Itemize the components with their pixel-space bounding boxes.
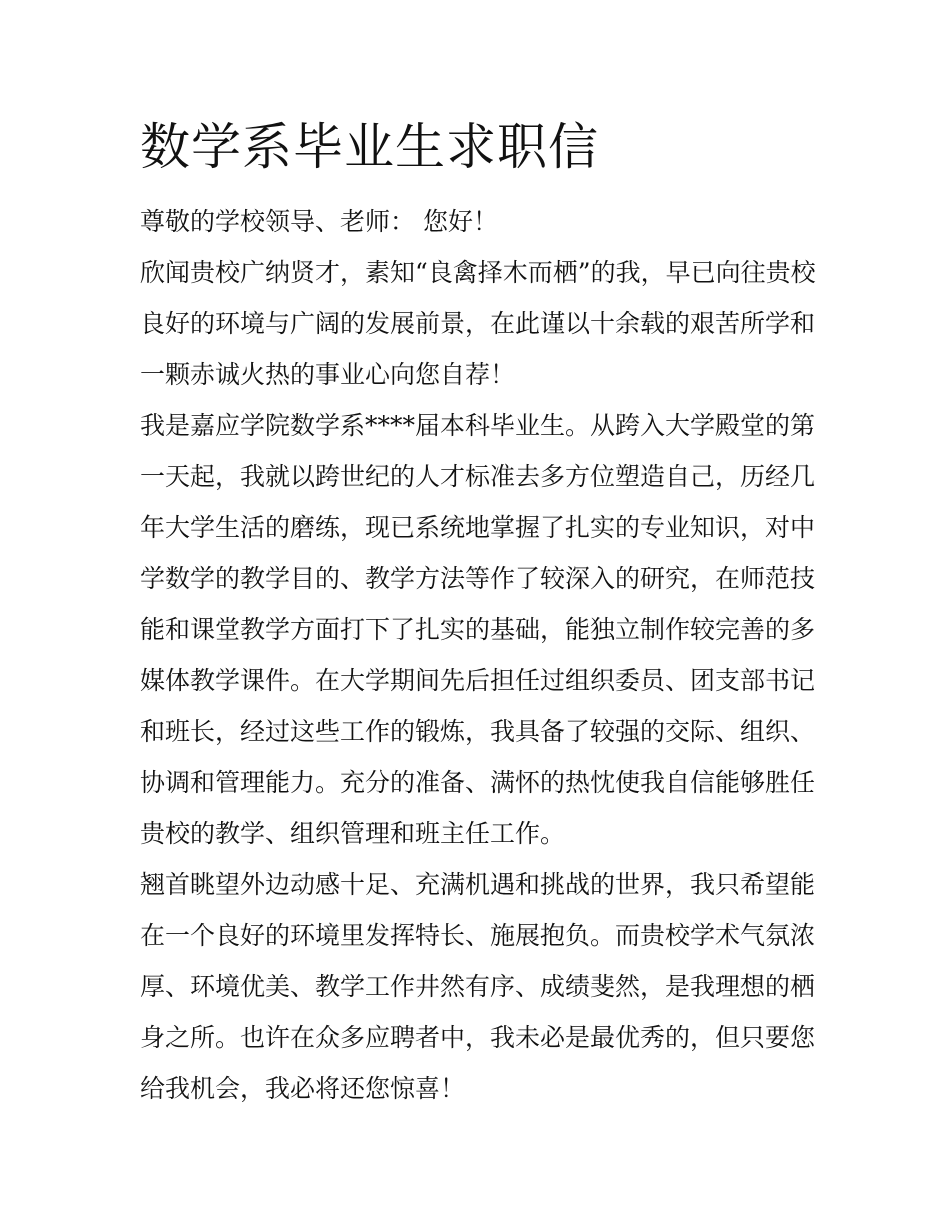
text-line: 一天起，我就以跨世纪的人才标准去多方位塑造自己，历经几	[140, 462, 816, 491]
text-line: 一颗赤诚火热的事业心向您自荐！	[140, 360, 516, 389]
letter-body	[140, 196, 820, 1114]
text-line: 良好的环境与广阔的发展前景，在此谨以十余载的艰苦所学和	[140, 309, 816, 338]
document-title: 数学系毕业生求职信	[140, 118, 599, 176]
text-line: 协调和管理能力。充分的准备、满怀的热忱使我自信能够胜任	[140, 768, 816, 797]
text-line: 厚、环境优美、教学工作井然有序、成绩斐然，是我理想的栖	[140, 972, 816, 1001]
text-line: 翘首眺望外边动感十足、充满机遇和挑战的世界，我只希望能	[140, 870, 816, 899]
text-line: 年大学生活的磨练，现已系统地掌握了扎实的专业知识，对中	[140, 513, 816, 542]
text-line: 学数学的教学目的、教学方法等作了较深入的研究，在师范技	[140, 564, 816, 593]
text-line: 欣闻贵校广纳贤才，素知“良禽择木而栖”的我，早已向往贵校	[140, 258, 816, 287]
text-line: 和班长，经过这些工作的锻炼，我具备了较强的交际、组织、	[140, 717, 816, 746]
text-line: 身之所。也许在众多应聘者中，我未必是最优秀的，但只要您	[140, 1023, 816, 1052]
text-line: 我是嘉应学院数学系****届本科毕业生。从跨入大学殿堂的第	[140, 411, 816, 440]
text-line: 给我机会，我必将还您惊喜！	[140, 1074, 466, 1103]
text-line: 贵校的教学、组织管理和班主任工作。	[140, 819, 566, 848]
text-line: 媒体教学课件。在大学期间先后担任过组织委员、团支部书记	[140, 666, 816, 695]
text-line: 能和课堂教学方面打下了扎实的基础，能独立制作较完善的多	[140, 615, 816, 644]
text-line: 尊敬的学校领导、老师： 您好！	[140, 207, 498, 236]
text-line: 在一个良好的环境里发挥特长、施展抱负。而贵校学术气氛浓	[140, 921, 816, 950]
